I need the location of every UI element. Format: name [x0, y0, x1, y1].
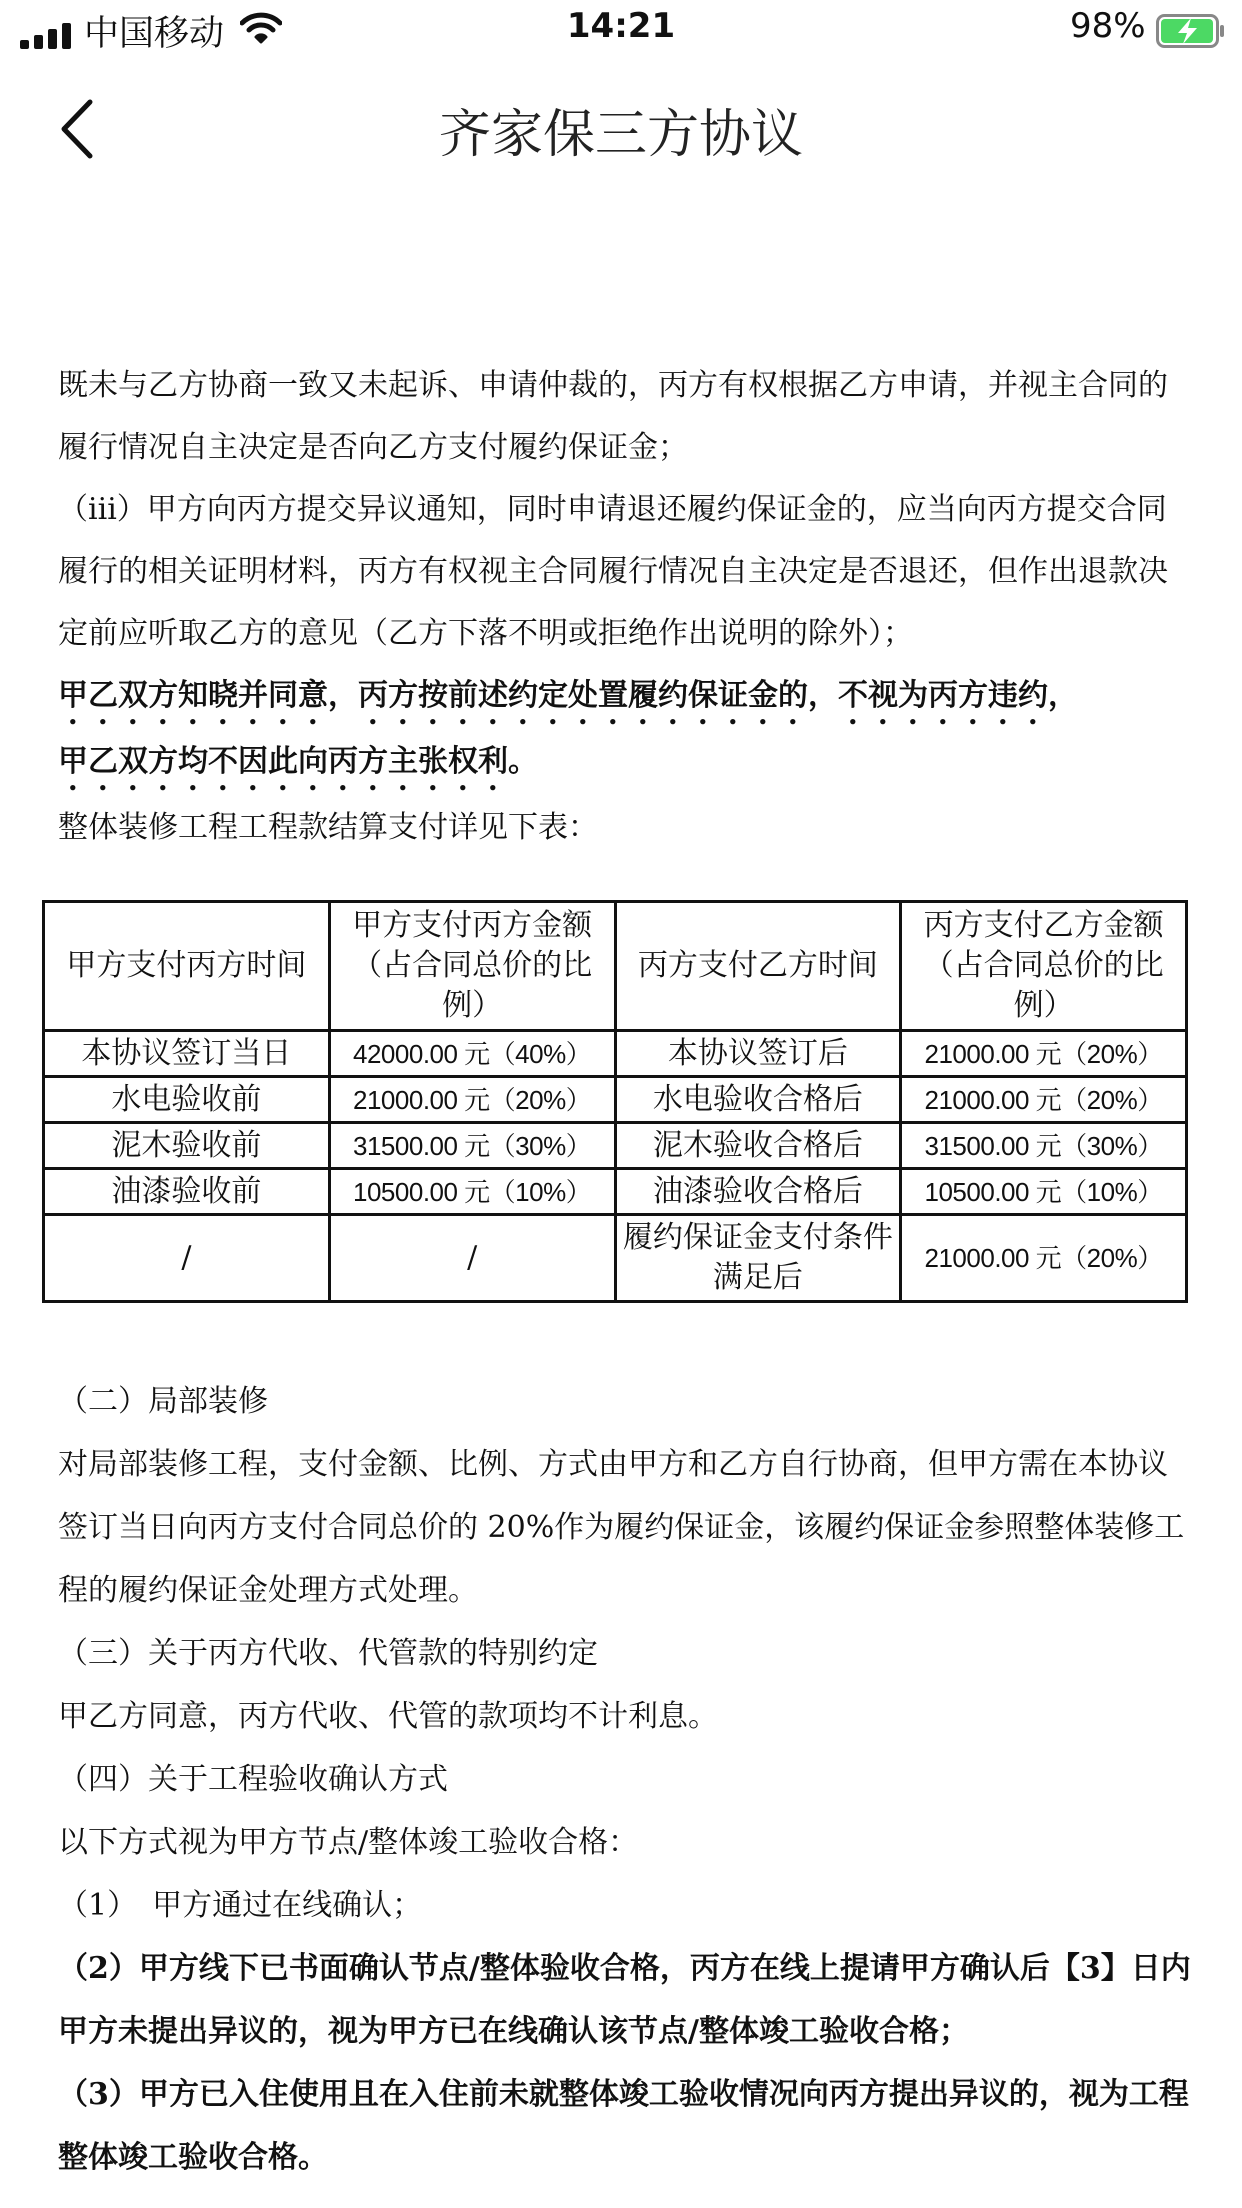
table-header-cell: 甲方支付丙方时间: [44, 902, 330, 1031]
table-cell: 泥木验收前: [44, 1123, 330, 1169]
list-item: （2）甲方线下已书面确认节点/整体验收合格，丙方在线上提请甲方确认后【3】日内甲方未提出异议的，视为甲方已在线确认该节点/整体竣工验收合格；: [58, 1951, 1191, 2049]
table-cell: 履约保证金支付条件满足后: [615, 1215, 901, 1302]
table-cell: 21000.00 元（20%）: [329, 1077, 615, 1123]
agreement-paragraph: 既未与乙方协商一致又未起诉、申请仲裁的，丙方有权根据乙方申请，并视主合同的履行情况自主决定是否向乙方支付履约保证金；: [58, 368, 1168, 465]
payment-schedule-table: [42, 900, 1188, 1303]
table-cell: /: [44, 1215, 330, 1302]
table-cell: 21000.00 元（20%）: [901, 1215, 1187, 1302]
table-header-row: [44, 902, 1187, 1031]
battery-percent: 98%: [1070, 6, 1146, 46]
table-cell: 31500.00 元（30%）: [329, 1123, 615, 1169]
section-paragraph: 甲乙方同意，丙方代收、代管的款项均不计利息。: [58, 1699, 718, 1734]
section-heading: （三）关于丙方代收、代管款的特别约定: [58, 1636, 598, 1671]
emphasis-line: 甲乙双方知晓并同意，丙方按前述约定处置履约保证金的，不视为丙方违约，: [58, 678, 1078, 713]
table-row: [44, 1169, 1187, 1215]
status-time: 14:21: [566, 6, 676, 46]
status-bar: [0, 0, 1242, 60]
table-cell: 21000.00 元（20%）: [901, 1031, 1187, 1077]
section-paragraph: 以下方式视为甲方节点/整体竣工验收合格：: [58, 1825, 639, 1860]
list-item: （1） 甲方通过在线确认；: [58, 1888, 423, 1923]
table-header-cell: 甲方支付丙方金额（占合同总价的比例）: [329, 902, 615, 1031]
agreement-text-top: [58, 355, 1188, 859]
table-cell: 本协议签订后: [615, 1031, 901, 1077]
table-row: [44, 1123, 1187, 1169]
table-cell: 水电验收前: [44, 1077, 330, 1123]
table-cell: 10500.00 元（10%）: [329, 1169, 615, 1215]
agreement-paragraph: （iii）甲方向丙方提交异议通知，同时申请退还履约保证金的，应当向丙方提交合同履行的相关证明材料，丙方有权视主合同履行情况自主决定是否退还，但作出退款决定前应听取乙方的意见（乙方下落不明或拒绝作出说明的除外）；: [58, 492, 1168, 651]
page-title: 齐家保三方协议: [438, 105, 803, 165]
section-paragraph: 对局部装修工程，支付金额、比例、方式由甲方和乙方自行协商，但甲方需在本协议签订当日向丙方支付合同总价的 20%作为履约保证金，该履约保证金参照整体装修工程的履约保证金处理方式处理。: [58, 1447, 1185, 1608]
emphasis-line: 甲乙双方均不因此向丙方主张权利。: [58, 744, 538, 779]
table-cell: /: [329, 1215, 615, 1302]
battery-charging-icon: [1156, 14, 1226, 57]
table-cell: 42000.00 元（40%）: [329, 1031, 615, 1077]
section-heading: （二）局部装修: [58, 1384, 268, 1419]
agreement-text-bottom: [58, 1370, 1192, 2189]
table-cell: 本协议签订当日: [44, 1031, 330, 1077]
list-item: （3）甲方已入住使用且在入住前未就整体竣工验收情况向丙方提出异议的，视为工程整体竣工验收合格。: [58, 2077, 1189, 2175]
section-heading: （四）关于工程验收确认方式: [58, 1762, 448, 1797]
table-cell: 油漆验收合格后: [615, 1169, 901, 1215]
carrier-name: 中国移动: [84, 14, 225, 54]
table-header-cell: 丙方支付乙方时间: [615, 902, 901, 1031]
table-cell: 10500.00 元（10%）: [901, 1169, 1187, 1215]
table-cell: 油漆验收前: [44, 1169, 330, 1215]
table-cell: 泥木验收合格后: [615, 1123, 901, 1169]
table-row: [44, 1077, 1187, 1123]
table-intro: 整体装修工程工程款结算支付详见下表：: [58, 810, 598, 845]
table-cell: 水电验收合格后: [615, 1077, 901, 1123]
table-cell: 31500.00 元（30%）: [901, 1123, 1187, 1169]
table-row: [44, 1215, 1187, 1302]
nav-bar: [0, 74, 1242, 184]
table-cell: 21000.00 元（20%）: [901, 1077, 1187, 1123]
table-row: [44, 1031, 1187, 1077]
table-header-cell: 丙方支付乙方金额（占合同总价的比例）: [901, 902, 1187, 1031]
